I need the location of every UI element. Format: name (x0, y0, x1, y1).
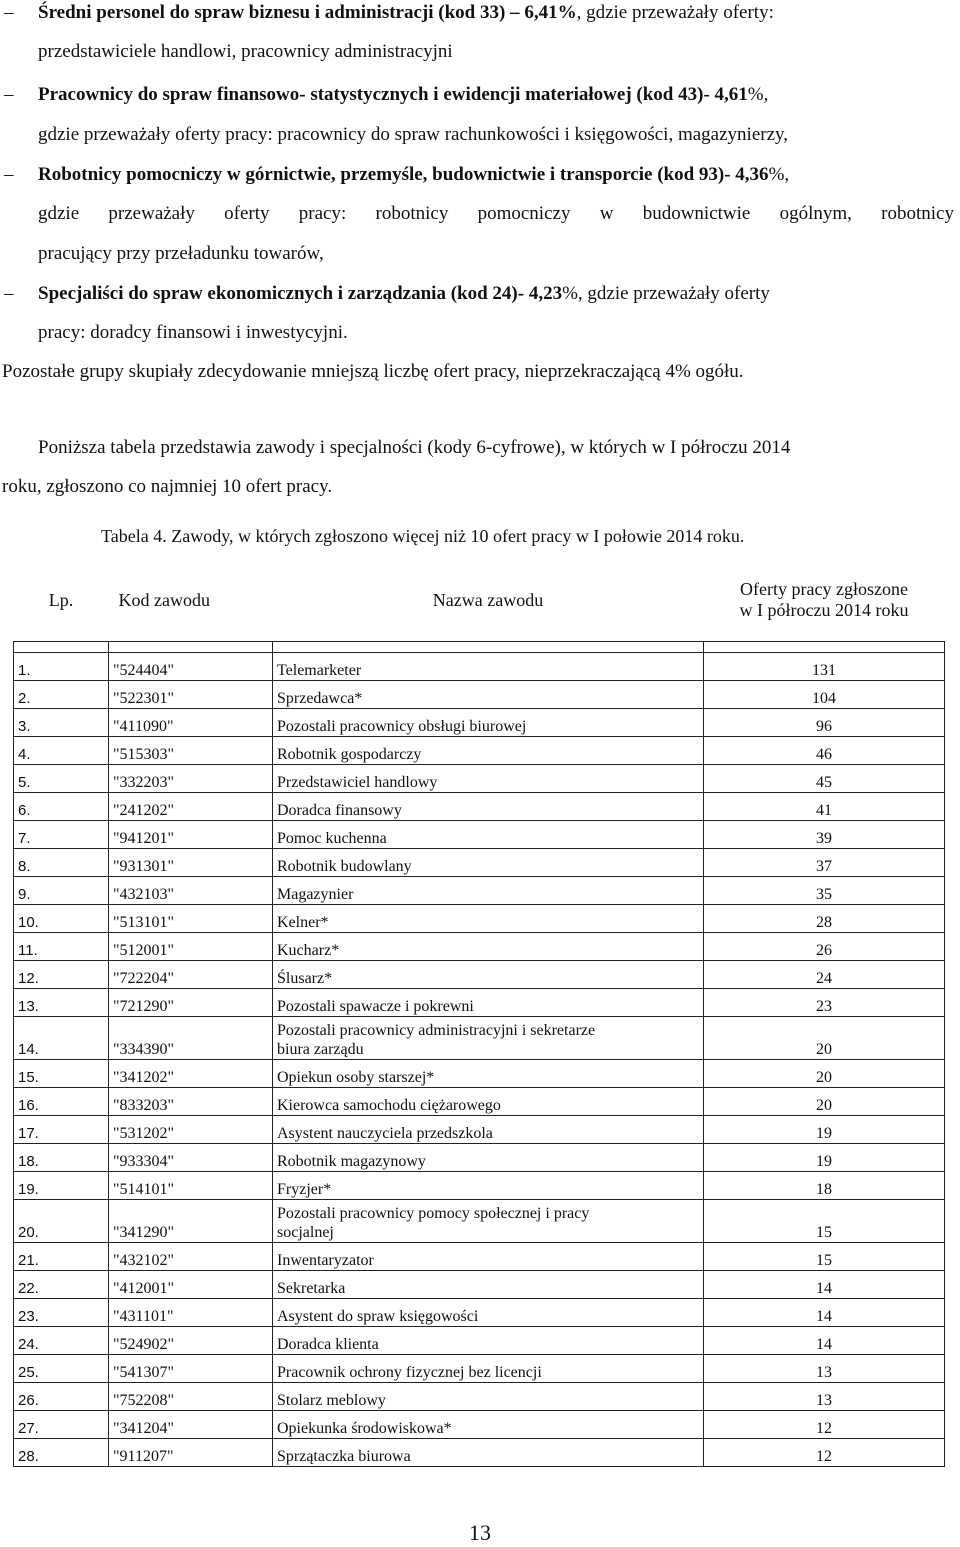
cell-name: Pracownik ochrony fizycznej bez licencji (273, 1355, 704, 1383)
cell-offers: 12 (704, 1411, 945, 1439)
bullet-line: Robotnicy pomocniczy w górnictwie, przemyśle, budownictwie i transporcie (kod 93)- 4,36%, (38, 164, 790, 185)
cell-code: "931301" (109, 849, 273, 877)
cell-offers: 14 (704, 1327, 945, 1355)
cell-code: "431101" (109, 1299, 273, 1327)
table-row (14, 737, 945, 765)
cell-offers: 104 (704, 681, 945, 709)
table-row (14, 1200, 945, 1243)
cell-offers: 18 (704, 1172, 945, 1200)
table-body (14, 653, 945, 1467)
dash-marker: – (4, 84, 14, 105)
table-row (14, 1017, 945, 1060)
cell-code: "531202" (109, 1116, 273, 1144)
cell-name: Robotnik gospodarczy (273, 737, 704, 765)
cell-lp: 4. (14, 737, 109, 765)
cell-name: Ślusarz* (273, 961, 704, 989)
cell-name: Telemarketer (273, 653, 704, 681)
table-row (14, 1144, 945, 1172)
bullet-line: pracujący przy przeładunku towarów, (38, 243, 324, 264)
paragraph-intro-line2: roku, zgłoszono co najmniej 10 ofert pracy. (2, 476, 333, 497)
cell-offers: 15 (704, 1243, 945, 1271)
cell-offers: 20 (704, 1060, 945, 1088)
cell-name: Kucharz* (273, 933, 704, 961)
table-row (14, 933, 945, 961)
cell-lp: 16. (14, 1088, 109, 1116)
cell-code: "514101" (109, 1172, 273, 1200)
cell-code: "412001" (109, 1271, 273, 1299)
cell-name: Przedstawiciel handlowy (273, 765, 704, 793)
cell-code: "432102" (109, 1243, 273, 1271)
header-lp: Lp. (48, 589, 74, 610)
cell-offers: 13 (704, 1355, 945, 1383)
cell-code: "411090" (109, 709, 273, 737)
cell-code: "911207" (109, 1439, 273, 1467)
table-row (14, 961, 945, 989)
cell-code: "541307" (109, 1355, 273, 1383)
cell-offers: 12 (704, 1439, 945, 1467)
dash-marker: – (4, 283, 14, 304)
cell-name: Pozostali pracownicy pomocy społecznej i pracy socjalnej (273, 1200, 704, 1243)
cell-code: "941201" (109, 821, 273, 849)
paragraph-remaining-groups: Pozostałe grupy skupiały zdecydowanie mniejszą liczbę ofert pracy, nieprzekraczającą 4% ogółu. (2, 361, 744, 382)
cell-lp: 6. (14, 793, 109, 821)
dash-marker: – (4, 164, 14, 185)
cell-name: Magazynier (273, 877, 704, 905)
cell-code: "721290" (109, 989, 273, 1017)
cell-code: "524902" (109, 1327, 273, 1355)
table-row (14, 793, 945, 821)
cell-lp: 10. (14, 905, 109, 933)
cell-lp: 20. (14, 1200, 109, 1243)
table-row (14, 1088, 945, 1116)
cell-offers: 45 (704, 765, 945, 793)
cell-lp: 28. (14, 1439, 109, 1467)
cell-offers: 13 (704, 1383, 945, 1411)
cell-lp: 3. (14, 709, 109, 737)
occupations-table-wrap (13, 559, 944, 1467)
table-row (14, 849, 945, 877)
cell-name: Inwentaryzator (273, 1243, 704, 1271)
cell-lp: 2. (14, 681, 109, 709)
cell-name: Doradca finansowy (273, 793, 704, 821)
table-row (14, 1172, 945, 1200)
cell-name: Asystent do spraw księgowości (273, 1299, 704, 1327)
cell-name: Doradca klienta (273, 1327, 704, 1355)
cell-lp: 24. (14, 1327, 109, 1355)
bullet-line: gdzie przeważały oferty pracy: robotnicy pomocniczy w budownictwie ogólnym, robotnicy (38, 203, 954, 224)
table-row (14, 1411, 945, 1439)
table-row (14, 1299, 945, 1327)
table-row (14, 1355, 945, 1383)
cell-code: "515303" (109, 737, 273, 765)
cell-offers: 26 (704, 933, 945, 961)
cell-name: Kelner* (273, 905, 704, 933)
header-code: Kod zawodu (118, 589, 210, 610)
cell-offers: 131 (704, 653, 945, 681)
cell-lp: 25. (14, 1355, 109, 1383)
cell-lp: 9. (14, 877, 109, 905)
cell-offers: 19 (704, 1116, 945, 1144)
cell-name: Kierowca samochodu ciężarowego (273, 1088, 704, 1116)
cell-code: "752208" (109, 1383, 273, 1411)
bullet-line: gdzie przeważały oferty pracy: pracownicy do spraw rachunkowości i księgowości, magazynierzy, (38, 124, 789, 145)
cell-name: Pomoc kuchenna (273, 821, 704, 849)
bullet-line: pracy: doradcy finansowi i inwestycyjni. (38, 322, 348, 343)
cell-lp: 8. (14, 849, 109, 877)
cell-name: Opiekun osoby starszej* (273, 1060, 704, 1088)
table-header-row (14, 559, 945, 642)
cell-lp: 11. (14, 933, 109, 961)
table-row (14, 709, 945, 737)
cell-name: Opiekunka środowiskowa* (273, 1411, 704, 1439)
cell-code: "332203" (109, 765, 273, 793)
header-offers: Oferty pracy zgłoszone w I półroczu 2014 roku (739, 579, 909, 620)
table-row (14, 1327, 945, 1355)
header-name: Nazwa zawodu (432, 589, 544, 610)
cell-offers: 19 (704, 1144, 945, 1172)
bullet-line: Specjaliści do spraw ekonomicznych i zarządzania (kod 24)- 4,23%, gdzie przeważały oferty (38, 283, 770, 304)
cell-code: "432103" (109, 877, 273, 905)
table-caption: Tabela 4. Zawody, w których zgłoszono więcej niż 10 ofert pracy w I połowie 2014 roku. (101, 526, 745, 546)
table-row (14, 1116, 945, 1144)
paragraph-intro-line1: Poniższa tabela przedstawia zawody i specjalności (kody 6-cyfrowe), w których w I półroczu 2014 (38, 437, 791, 458)
cell-lp: 21. (14, 1243, 109, 1271)
cell-offers: 96 (704, 709, 945, 737)
cell-lp: 26. (14, 1383, 109, 1411)
table-row (14, 765, 945, 793)
cell-offers: 41 (704, 793, 945, 821)
cell-offers: 35 (704, 877, 945, 905)
cell-offers: 37 (704, 849, 945, 877)
cell-code: "334390" (109, 1017, 273, 1060)
cell-name: Pozostali pracownicy administracyjni i sekretarze biura zarządu (273, 1017, 704, 1060)
bullet-line: Średni personel do spraw biznesu i administracji (kod 33) – 6,41%, gdzie przeważały oferty: (38, 2, 774, 23)
table-row (14, 821, 945, 849)
cell-name: Fryzjer* (273, 1172, 704, 1200)
cell-lp: 1. (14, 653, 109, 681)
table-row (14, 1243, 945, 1271)
cell-offers: 14 (704, 1271, 945, 1299)
cell-offers: 20 (704, 1088, 945, 1116)
table-row (14, 681, 945, 709)
cell-code: "241202" (109, 793, 273, 821)
table-row (14, 1271, 945, 1299)
bullet-line: przedstawiciele handlowi, pracownicy administracyjni (38, 41, 453, 62)
bullet-line: Pracownicy do spraw finansowo- statystycznych i ewidencji materiałowej (kod 43)- 4,61%, (38, 84, 769, 105)
cell-name: Pozostali pracownicy obsługi biurowej (273, 709, 704, 737)
cell-code: "522301" (109, 681, 273, 709)
page-number: 13 (469, 1520, 491, 1545)
cell-name: Robotnik budowlany (273, 849, 704, 877)
cell-lp: 5. (14, 765, 109, 793)
cell-name: Stolarz meblowy (273, 1383, 704, 1411)
cell-code: "341204" (109, 1411, 273, 1439)
cell-lp: 12. (14, 961, 109, 989)
table-row (14, 653, 945, 681)
cell-offers: 39 (704, 821, 945, 849)
cell-name: Asystent nauczyciela przedszkola (273, 1116, 704, 1144)
cell-code: "341202" (109, 1060, 273, 1088)
cell-offers: 14 (704, 1299, 945, 1327)
cell-name: Sprzedawca* (273, 681, 704, 709)
cell-code: "722204" (109, 961, 273, 989)
cell-lp: 27. (14, 1411, 109, 1439)
cell-lp: 14. (14, 1017, 109, 1060)
cell-offers: 24 (704, 961, 945, 989)
table-row (14, 877, 945, 905)
cell-code: "933304" (109, 1144, 273, 1172)
cell-lp: 13. (14, 989, 109, 1017)
cell-offers: 15 (704, 1200, 945, 1243)
table-row (14, 1439, 945, 1467)
dash-marker: – (4, 2, 14, 23)
cell-name: Sekretarka (273, 1271, 704, 1299)
cell-code: "833203" (109, 1088, 273, 1116)
cell-offers: 46 (704, 737, 945, 765)
cell-name: Sprzątaczka biurowa (273, 1439, 704, 1467)
cell-lp: 7. (14, 821, 109, 849)
cell-code: "524404" (109, 653, 273, 681)
cell-code: "512001" (109, 933, 273, 961)
cell-lp: 23. (14, 1299, 109, 1327)
cell-name: Robotnik magazynowy (273, 1144, 704, 1172)
cell-offers: 20 (704, 1017, 945, 1060)
table-spacer-row (14, 642, 945, 653)
cell-lp: 18. (14, 1144, 109, 1172)
cell-offers: 23 (704, 989, 945, 1017)
cell-code: "341290" (109, 1200, 273, 1243)
table-row (14, 1060, 945, 1088)
cell-code: "513101" (109, 905, 273, 933)
cell-lp: 19. (14, 1172, 109, 1200)
table-row (14, 905, 945, 933)
cell-offers: 28 (704, 905, 945, 933)
table-row (14, 1383, 945, 1411)
table-row (14, 989, 945, 1017)
cell-lp: 22. (14, 1271, 109, 1299)
cell-lp: 15. (14, 1060, 109, 1088)
cell-lp: 17. (14, 1116, 109, 1144)
occupations-table (13, 559, 945, 1467)
cell-name: Pozostali spawacze i pokrewni (273, 989, 704, 1017)
